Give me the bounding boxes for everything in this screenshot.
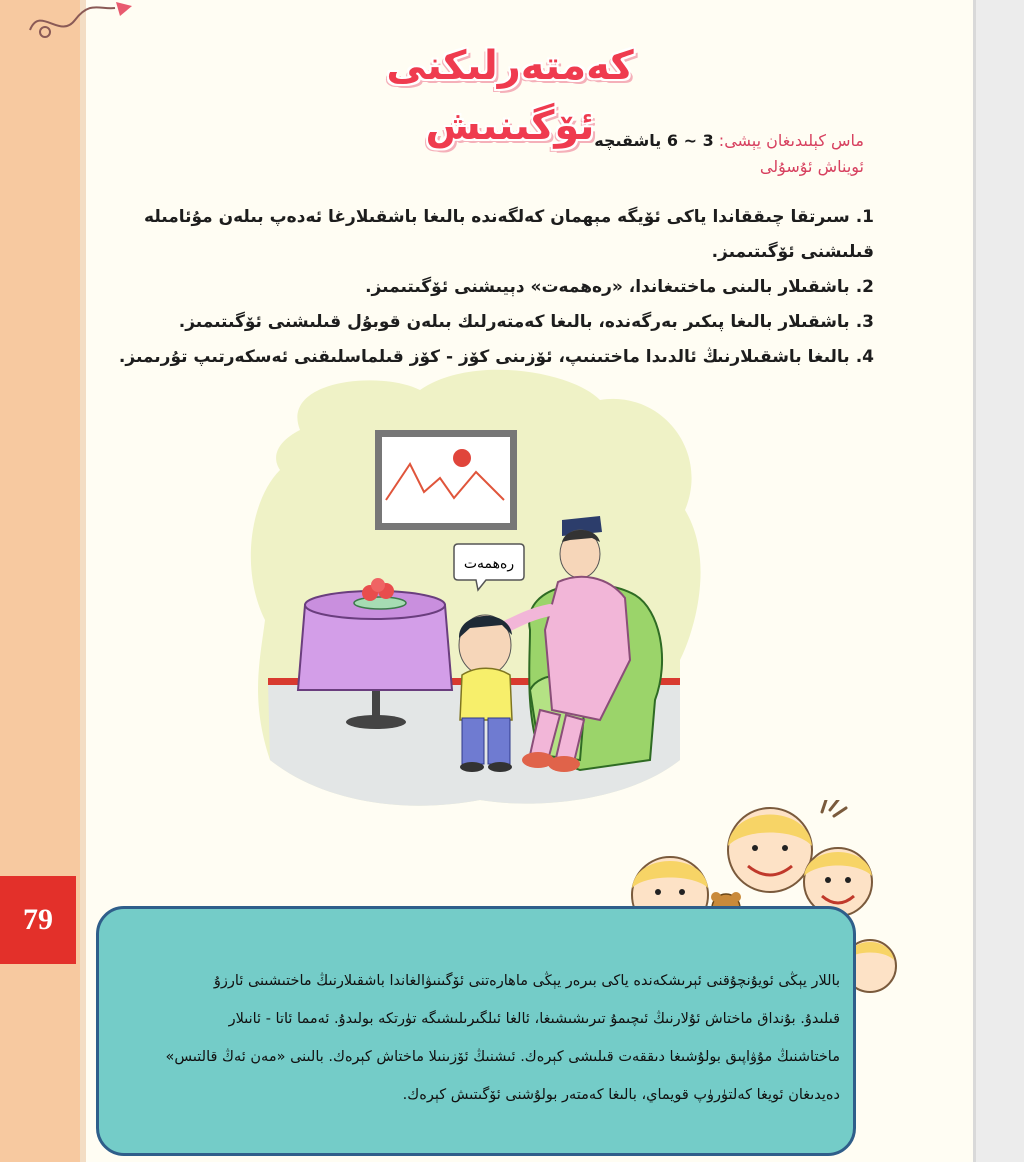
instruction-number: 2.	[855, 277, 874, 297]
instruction-number: 1.	[855, 207, 874, 227]
instruction-text: باشقىلار بالىنى ماختىغاندا، «رەھمەت» دېيىشنى ئۆگىتىمىز.	[365, 277, 850, 297]
instruction-text: سىرتقا چىققاندا ياكى ئۆيگە مېھمان كەلگەندە بالىغا باشقىلارغا ئەدەپ بىلەن مۇئامىلە قىلىشنى ئۆگىتىمىز.	[144, 207, 874, 262]
age-row	[164, 128, 864, 154]
instruction-list	[114, 200, 874, 375]
info-text	[150, 962, 840, 1114]
left-page-band	[0, 0, 80, 1162]
instruction-number: 4.	[855, 347, 874, 367]
method-label: ئويناش ئۇسۇلى	[759, 157, 864, 176]
page-title: كەمتەرلىكنى ئۆگىنىش	[386, 43, 634, 149]
right-page-margin	[976, 0, 1024, 1162]
instruction-text: بالىغا باشقىلارنىڭ ئالدىدا ماختىنىپ، ئۆزىنى كۆز - كۆز قىلماسلىقنى ئەسكەرتىپ تۇرىمىز.	[118, 347, 850, 367]
instruction-item	[114, 305, 874, 340]
page-number: 79	[0, 876, 76, 964]
ribbon-decoration	[20, 0, 140, 50]
meta-info	[164, 128, 864, 180]
info-line: باللار يېڭى ئويۇنچۇقنى ئېرىشكەندە ياكى بىرەر يېڭى ماھارەتنى ئۆگىنىۋالغاندا باشقىلارنىڭ ماختىشىنى ئارزۇ	[213, 973, 840, 989]
wall-picture	[375, 430, 517, 530]
instruction-item	[114, 200, 874, 270]
age-value: 3 ~ 6 ياشقىچە	[594, 131, 714, 150]
instruction-text: باشقىلار بالىغا پىكىر بەرگەندە، بالىغا كەمتەرلىك بىلەن قوبۇل قىلىشنى ئۆگىتىمىز.	[178, 312, 850, 332]
info-line: قىلىدۇ. بۇنداق ماختاش ئۇلارنىڭ ئىچىمۇ تىرىشىشىغا، ئالغا ئىلگىرىلىشىگە تۈرتكە بولىدۇ. ئەمما ئاتا - ئانىلار	[228, 1011, 840, 1027]
age-label: ماس كېلىدىغان يېشى:	[718, 131, 864, 150]
info-line: ماختاشنىڭ مۇۋاپىق بولۇشىغا دىققەت قىلىشى كېرەك. ئىشنىڭ ئۆزىنىلا ماختاش كېرەك. بالىنى «مەن ئەڭ قالتىس»	[165, 1049, 840, 1065]
instruction-item	[114, 270, 874, 305]
speech-bubble-text: رەھمەت	[463, 556, 515, 572]
illustration	[240, 360, 710, 810]
left-band-edge	[80, 0, 86, 1162]
instruction-number: 3.	[855, 312, 874, 332]
info-line: دەيدىغان ئويغا كەلتۈرۈپ قويماي، بالىغا كەمتەر بولۇشنى ئۆگىتىش كېرەك.	[402, 1087, 840, 1103]
